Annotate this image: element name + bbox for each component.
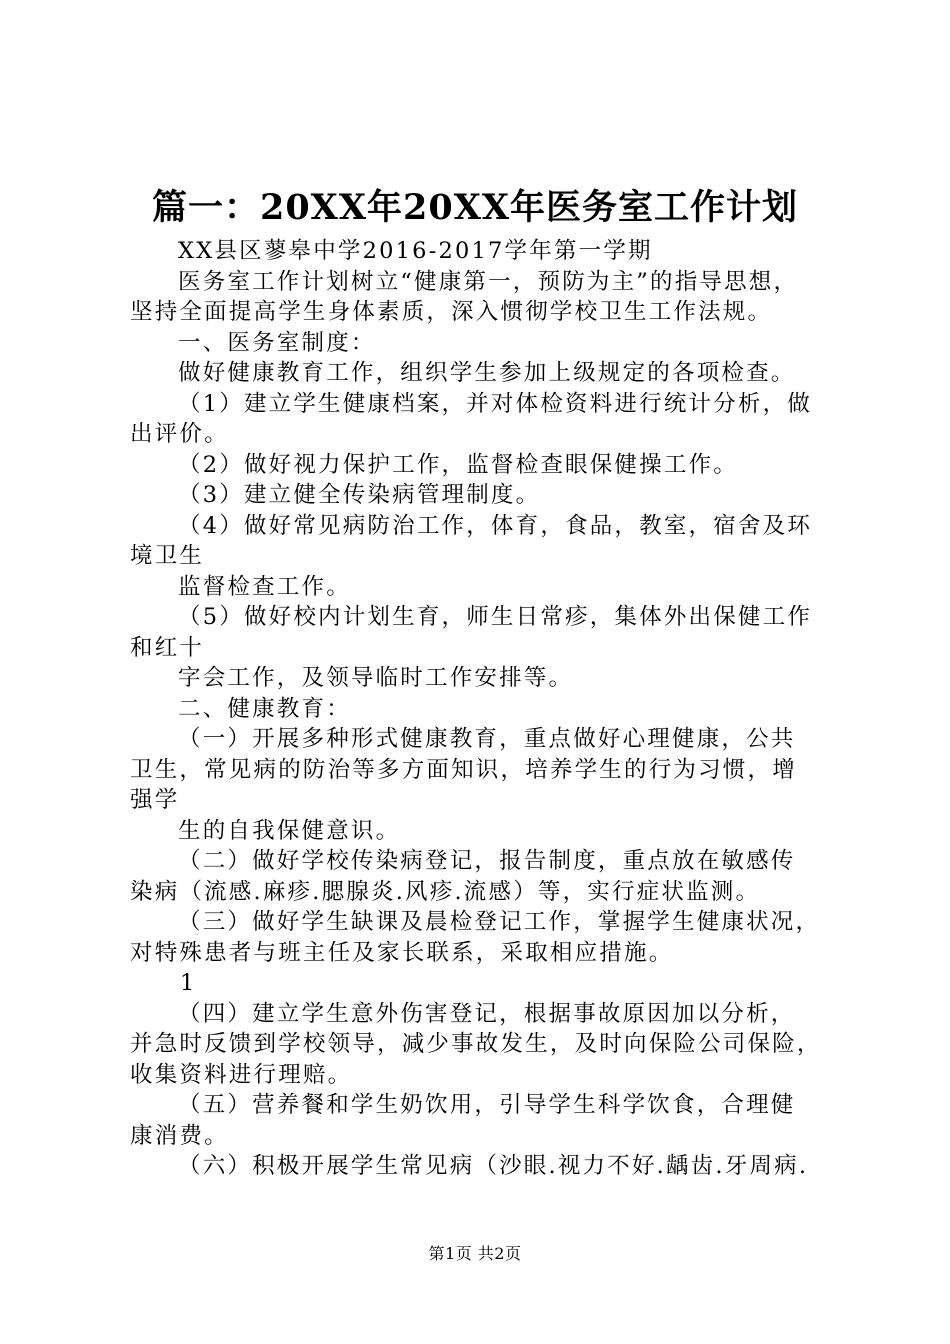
text-line: 坚持全面提高学生身体素质，深入惯彻学校卫生工作法规。 [130, 299, 773, 325]
text-line: 境卫生 [130, 543, 205, 569]
text-line: 监督检查工作。 [178, 573, 351, 600]
list-item: （4）做好常见病防治工作，体育，食品，教室，宿舍及环 [178, 512, 813, 539]
list-item: （3）建立健全传染病管理制度。 [178, 482, 541, 508]
list-item: （六）积极开展学生常见病（沙眼.视力不好.龋齿.牙周病. [178, 1153, 809, 1179]
page-footer: 第1页 共2页 [428, 1244, 522, 1263]
list-item: （二）做好学校传染病登记，报告制度，重点放在敏感传 [178, 848, 796, 874]
list-item: （四）建立学生意外伤害登记，根据事故原因加以分析， [178, 1000, 796, 1027]
text-line: 医务室工作计划树立“健康第一，预防为主”的指导思想， [178, 268, 799, 295]
text-line: 康消费。 [130, 1122, 229, 1149]
text-line: 染病（流感.麻疹.腮腺炎.风疹.流感）等，实行症状监测。 [130, 878, 761, 905]
text-line: 和红十 [130, 634, 205, 661]
list-item: （三）做好学生缺课及晨检登记工作，掌握学生健康状况， [178, 909, 821, 935]
text-line: 做好健康教育工作，组织学生参加上级规定的各项检查。 [178, 360, 796, 386]
text-line: 字会工作，及领导临时工作安排等。 [178, 665, 574, 691]
section-heading: 一、医务室制度： [178, 329, 376, 356]
text-line: XX县区蓼皋中学2016-2017学年第一学期 [178, 238, 653, 264]
list-item: （五）营养餐和学生奶饮用，引导学生科学饮食，合理健 [178, 1092, 796, 1118]
text-line: 出评价。 [130, 421, 229, 447]
text-line: 生的自我保健意识。 [178, 817, 401, 844]
document-body [130, 236, 835, 1182]
list-item: （5）做好校内计划生育，师生日常疹，集体外出保健工作 [178, 604, 813, 630]
inline-page-number: 1 [180, 970, 197, 996]
list-item: （一）开展多种形式健康教育，重点做好心理健康，公共 [178, 726, 796, 752]
document-title: 篇一：20XX年20XX年医务室工作计划 [151, 187, 799, 228]
list-item: （2）做好视力保护工作，监督检查眼保健操工作。 [178, 451, 738, 478]
text-line: 强学 [130, 787, 180, 813]
text-line: 并急时反馈到学校领导，减少事故发生，及时向保险公司保险， [130, 1031, 822, 1057]
text-line: 卫生，常见病的防治等多方面知识，培养学生的行为习惯，增 [130, 756, 797, 783]
section-heading: 二、健康教育： [178, 695, 351, 722]
text-line: 收集资料进行理赔。 [130, 1061, 353, 1088]
list-item: （1）建立学生健康档案，并对体检资料进行统计分析，做 [178, 390, 813, 417]
text-line: 对特殊患者与班主任及家长联系，采取相应措施。 [130, 939, 674, 966]
